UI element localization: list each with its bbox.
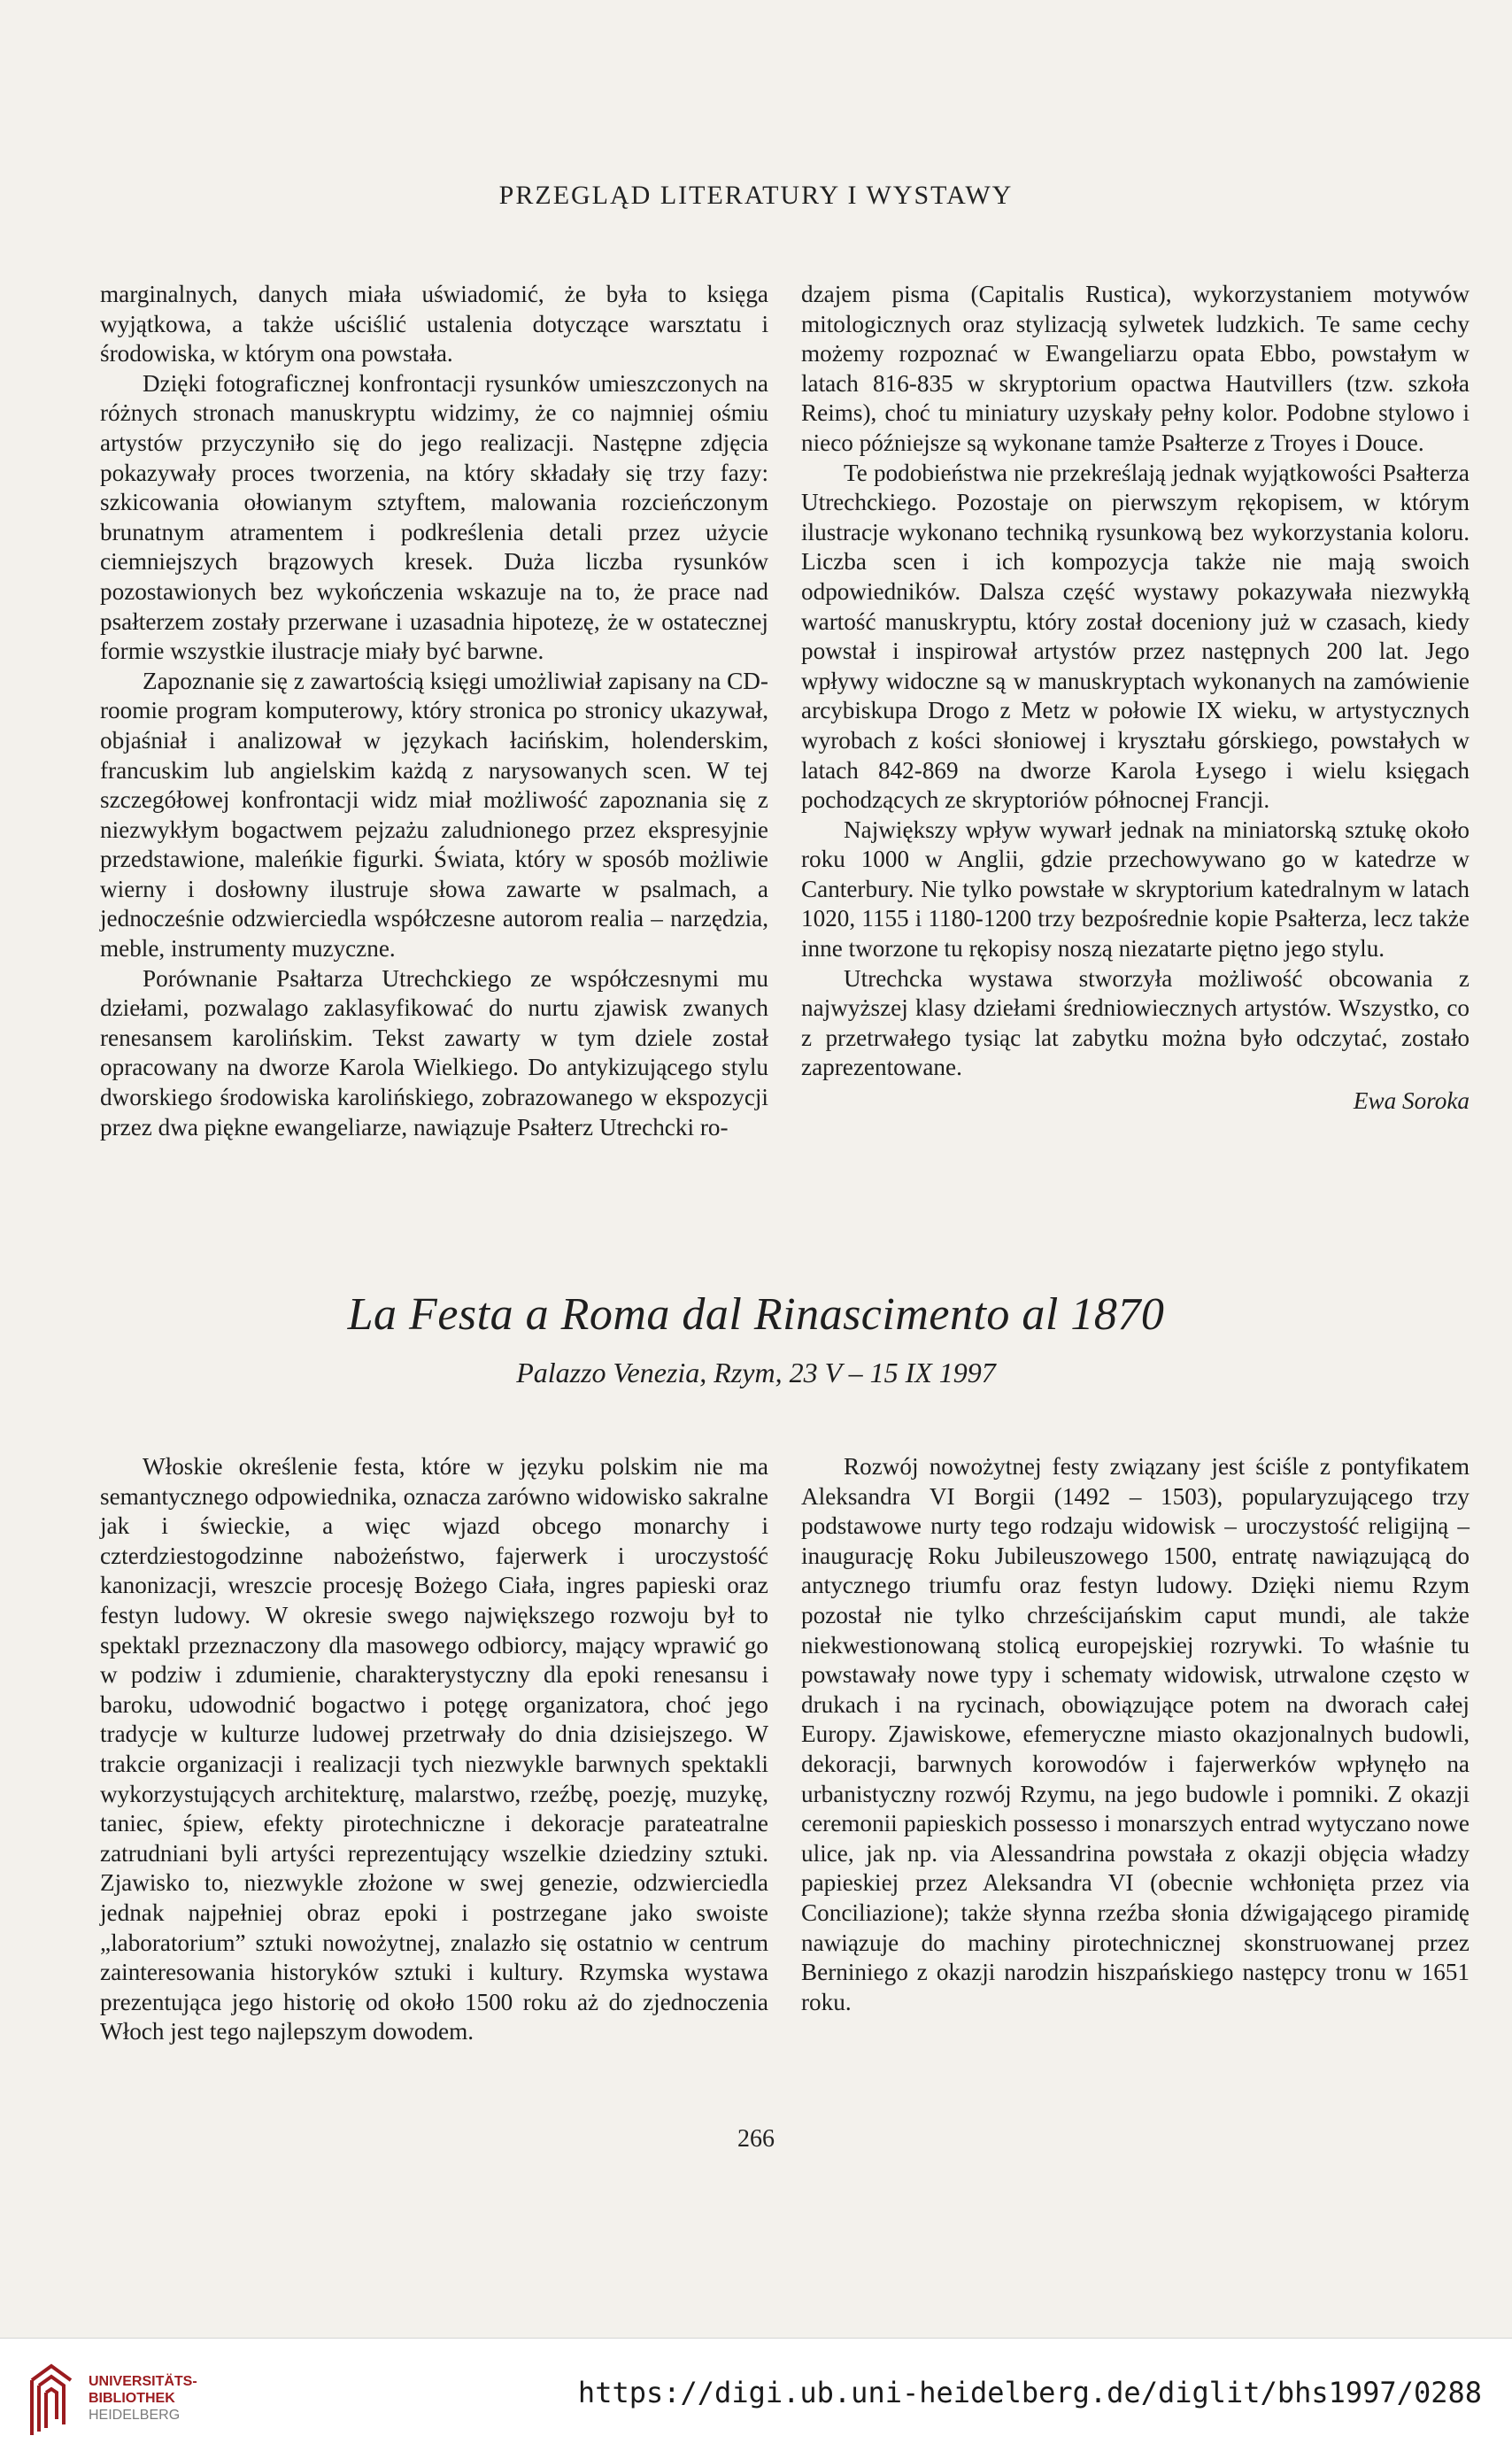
author-signature: Ewa Soroka (1353, 1087, 1470, 1115)
paragraph: dzajem pisma (Capitalis Rustica), wykorzystaniem motywów mitologicznych oraz stylizacją sylwetek ludzkich. Te same cechy możemy rozpoznać w Ewangeliarzu opata Ebbo, powstałym w latach 816-835 w skryptorium opactwa Hautvillers (tzw. szkoła Reims), choć tu miniatury uzyskały pełny kolor. Podobne stylowo i nieco późniejsze są wykonane tamże Psałterze z Troyes i Douce. (801, 281, 1470, 456)
paragraph: Utrechcka wystawa stworzyła możliwość obcowania z najwyższej klasy dziełami średniowiecznych artystów. Wszystko, co z przetrwałego tysiąc lat zabytku można było odczytać, zostało zaprezentowane. (801, 964, 1470, 1081)
library-logo-text (89, 2373, 197, 2424)
bottom-right-column (801, 1452, 1470, 2017)
bottom-left-column (100, 1452, 768, 2047)
paragraph: Porównanie Psałtarza Utrechckiego ze współczesnymi mu dziełami, pozwalago zaklasyfikować do nurtu zjawisk zwanych renesansem karolińskim. Tekst zawarty w tym dziele został opracowany na dworze Karola Wielkiego. Do antykizującego stylu dworskiego środowiska karolińskiego, zobrazowanego w ekspozycji przez dwa piękne ewangeliarze, nawiązuje Psałterz Utrechcki ro- (100, 964, 768, 1141)
article-subtitle: Palazzo Venezia, Rzym, 23 V – 15 IX 1997 (516, 1357, 996, 1388)
paragraph: Te podobieństwa nie przekreślają jednak wyjątkowości Psałterza Utrechckiego. Pozostaje on pierwszym rękopisem, w którym ilustracje wykonano techniką rysunkową bez wykorzystania koloru. Liczba scen i ich kompozycja także nie mają swoich odpowiedników. Dalsza część wystawy pokazywała niezwykłą wartość manuskryptu, który został doceniony już w czasach, kiedy powstał i inspirował artystów przez następnych 200 lat. Jego wpływy widoczne są w manuskryptach wykonanych na zamówienie arcybiskupa Drogo z Metz w połowie IX wieku, w artystycznych wyrobach z kości słoniowej i kryształu górskiego, powstałych w latach 842-869 na dworze Karola Łysego i wielu księgach pochodzących ze skryptoriów północnej Francji. (801, 459, 1470, 814)
paragraph: Zapoznanie się z zawartością księgi umożliwiał zapisany na CD-roomie program komputerowy, który stronica po stronicy ukazywał, objaśniał i analizował w językach łacińskim, holenderskim, francuskim lub angielskim każdą z narysowanych scen. W tej szczegółowej konfrontacji widz miał możliwość zapoznania się z niezwykłym bogactwem pejzażu zaludnionego przez ekspresyjnie przedstawione, maleńkie figurki. Świata, który w sposób możliwie wierny i dosłowny ilustruje słowa zawarte w psalmach, a jednocześnie odzwierciedla współczesne autorom realia – narzędzia, meble, instrumenty muzyczne. (100, 667, 768, 963)
article-title: La Festa a Roma dal Rinascimento al 1870 (347, 1289, 1165, 1340)
paragraph: marginalnych, danych miała uświadomić, że była to księga wyjątkowa, a także uściślić ustalenia dotyczące warsztatu i środowiska, w którym ona powstała. (100, 281, 768, 367)
logo-line: UNIVERSITÄTS- (89, 2374, 197, 2389)
top-left-column (100, 280, 768, 1142)
running-header: PRZEGLĄD LITERATURY I WYSTAWY (498, 181, 1014, 210)
page-number: 266 (737, 2125, 775, 2153)
paragraph: Największy wpływ wywarł jednak na miniatorską sztukę około roku 1000 w Anglii, gdzie przechowywano go w katedrze w Canterbury. Nie tylko powstałe w skryptorium katedralnym w latach 1020, 1155 i 1180-1200 trzy bezpośrednie kopie Psałterza, lecz także inne tworzone tu rękopisy noszą niezatarte piętno jego stylu. (801, 816, 1470, 963)
paragraph: Włoskie określenie festa, które w języku polskim nie ma semantycznego odpowiednika, oznacza zarówno widowisko sakralne jak i świeckie, a więc wjazd obcego monarchy i czterdziestogodzinne nabożeństwo, fajerwerk i uroczystość kanonizacji, wreszcie procesję Bożego Ciała, ingres papieski oraz festyn ludowy. W okresie swego największego rozwoju był to spektakl przeznaczony dla masowego odbiorcy, mający wprawić go w podziw i zdumienie, charakterystyczny dla epoki renesansu i baroku, udowodnić bogactwo i potęgę organizatora, choć jego tradycje w kulturze ludowej przetrwały do dnia dzisiejszego. W trakcie organizacji i realizacji tych niezwykle barwnych spektakli wykorzystujących architekturę, malarstwo, rzeźbę, poezję, muzykę, taniec, śpiew, efekty pirotechniczne i dekoracje parateatralne zatrudniani byli artyści reprezentujący wszelkie dziedziny sztuki. Zjawisko to, niezwykle złożone w swej genezie, odzwierciedla jednak najpełniej obraz epoki i postrzegane jako swoiste „laboratorium” sztuki nowożytnej, znalazło się ostatnio w centrum zainteresowania historyków sztuki i kultury. Rzymska wystawa prezentująca jego historię od około 1500 roku aż do zjednoczenia Włoch jest tego najlepszym dowodem. (100, 1453, 768, 2045)
library-logo-icon (25, 2354, 78, 2439)
source-url-link[interactable]: https://digi.ub.uni-heidelberg.de/diglit/bhs1997/0288 (577, 2376, 1482, 2409)
top-right-column (801, 280, 1470, 1117)
logo-line: BIBLIOTHEK (89, 2391, 175, 2406)
paragraph: Rozwój nowożytnej festy związany jest ściśle z pontyfikatem Aleksandra VI Borgii (1492 – 1503), popularyzującego trzy podstawowe nurty tego rodzaju widowisk – uroczystość religijną – inaugurację Roku Jubileuszowego 1500, entratę nawiązującą do antycznego triumfu oraz festyn ludowy. Dzięki niemu Rzym pozostał nie tylko chrześcijańskim caput mundi, ale także niekwestionowaną stolicą europejskiej rozrywki. To właśnie tu powstawały nowe typy i schematy widowisk, utrwalone często w drukach i na rycinach, obowiązujące potem na dworach całej Europy. Zjawiskowe, efemeryczne miasto okazjonalnych budowli, dekoracji, barwnych korowodów i fajerwerków wpłynęło na urbanistyczny rozwój Rzymu, na jego budowle i pomniki. Z okazji ceremonii papieskich possesso i monarszych entrad wytyczano nowe ulice, jak np. via Alessandrina powstała z okazji objęcia władzy papieskiej przez Aleksandra VI (obecnie wchłonięta przez via Conciliazione); także słynna rzeźba słonia dźwigającego piramidę nawiązuje do machiny pirotechnicznej skonstruowanej przez Berniniego z okazji narodzin hiszpańskiego następcy tronu w 1651 roku. (801, 1453, 1470, 2015)
paragraph: Dzięki fotograficznej konfrontacji rysunków umieszczonych na różnych stronach manuskryptu widzimy, że co najmniej ośmiu artystów przyczyniło się do jego realizacji. Następne zdjęcia pokazywały proces tworzenia, na który składały się trzy fazy: szkicowania ołowianym sztyftem, malowania rozcieńczonym brunatnym atramentem i podkreślenia detali przez użycie ciemniejszych brązowych kresek. Duża liczba rysunków pozostawionych bez wykończenia wskazuje na to, że prace nad psałterzem zostały przerwane i uzasadnia hipotezę, że w ostatecznej formie wszystkie ilustracje miały być barwne. (100, 369, 768, 665)
logo-line: HEIDELBERG (89, 2408, 181, 2423)
